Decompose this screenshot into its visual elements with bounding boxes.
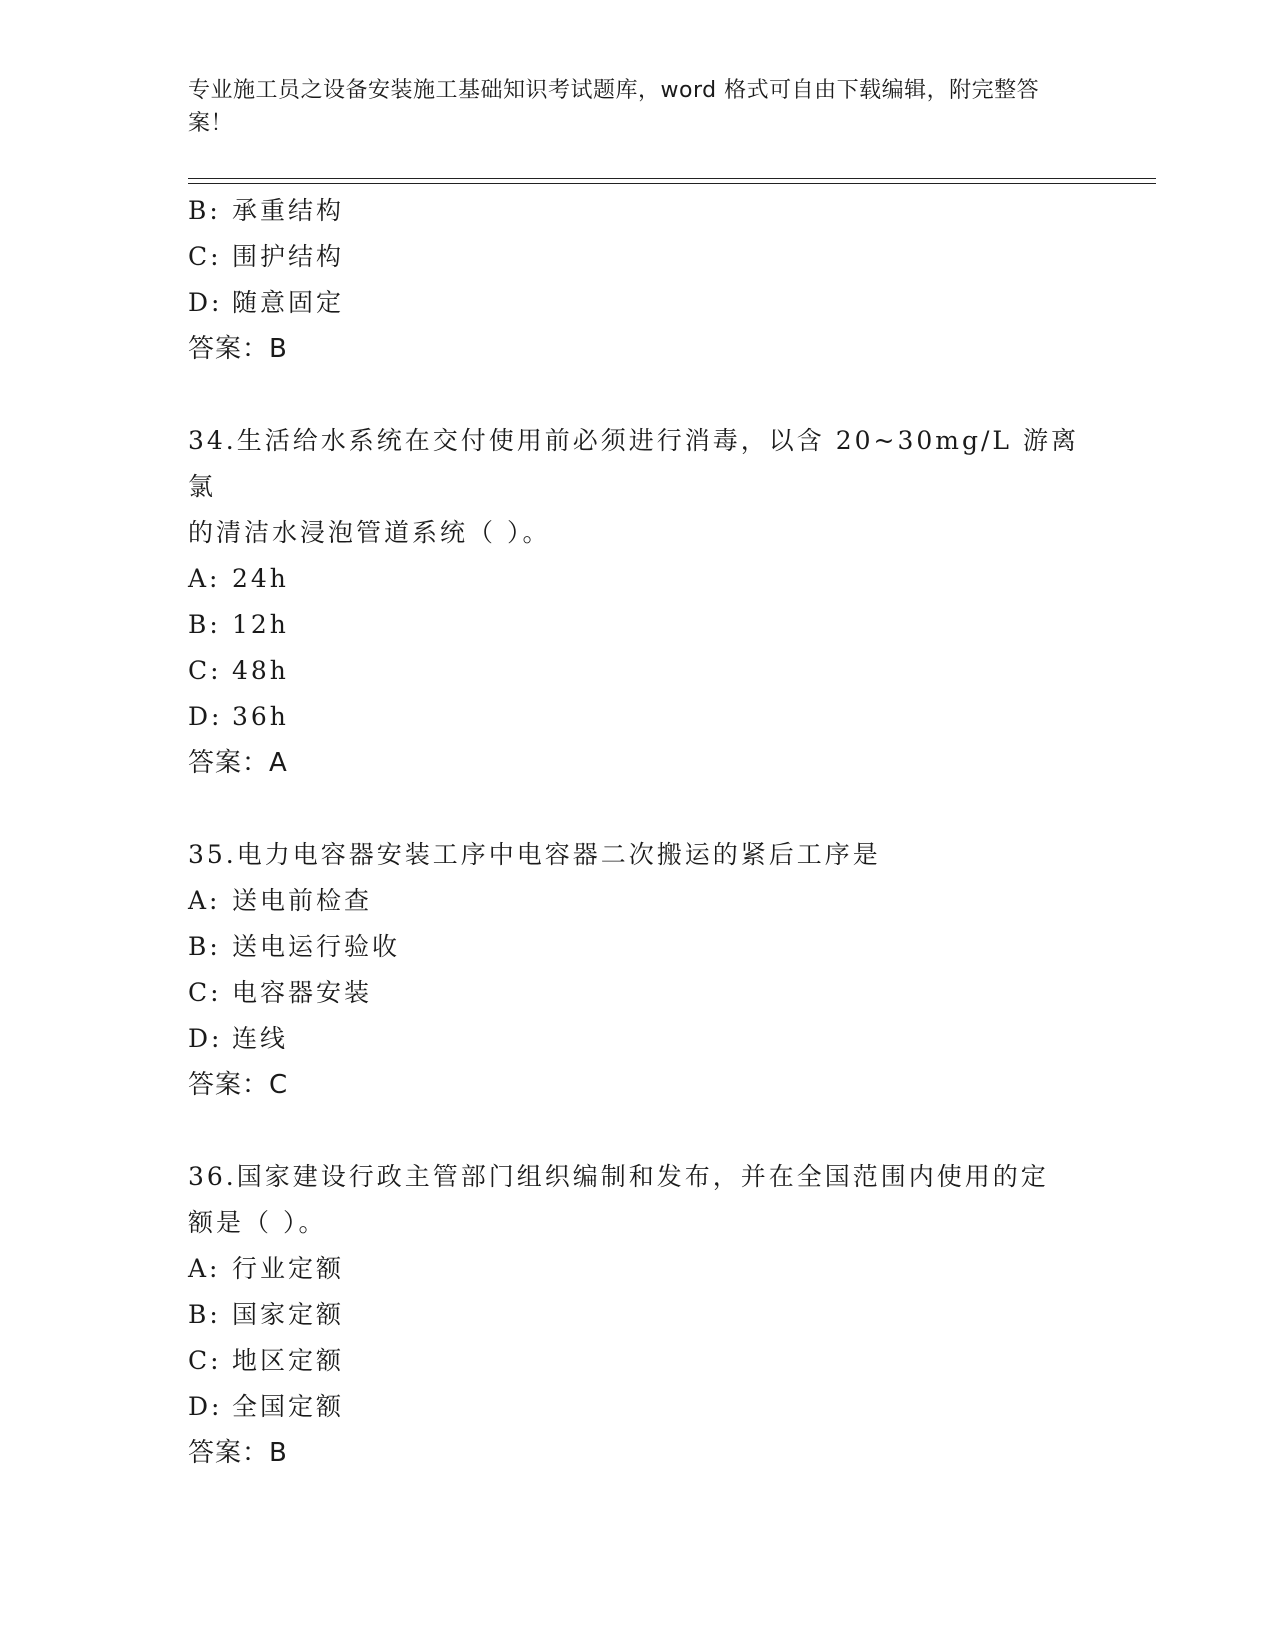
option-b: B: 国家定额 (188, 1300, 345, 1329)
option-a: A: 行业定额 (188, 1254, 345, 1283)
option-b: B: 承重结构 (188, 196, 345, 225)
question-text-line: 35.电力电容器安装工序中电容器二次搬运的紧后工序是 (188, 840, 881, 869)
option-d: D: 36h (188, 702, 289, 731)
spacer (188, 786, 1088, 832)
answer-line: 答案：C (188, 1070, 289, 1100)
option-c: C: 围护结构 (188, 242, 345, 271)
option-c: C: 48h (188, 656, 289, 685)
option-c: C: 地区定额 (188, 1346, 345, 1375)
spacer (188, 1108, 1088, 1154)
option-a: A: 24h (188, 564, 289, 593)
question-text-line: 额是（ ）。 (188, 1208, 327, 1237)
question-34 (188, 418, 1088, 786)
answer-line: 答案：B (188, 1438, 288, 1468)
question-35 (188, 832, 1088, 1108)
spacer (188, 372, 1088, 418)
question-33-continued (188, 188, 1088, 372)
option-c: C: 电容器安装 (188, 978, 373, 1007)
question-text-line: 36.国家建设行政主管部门组织编制和发布，并在全国范围内使用的定 (188, 1162, 1049, 1191)
option-a: A: 送电前检查 (188, 886, 373, 915)
document-body (188, 188, 1088, 1476)
option-d: D: 连线 (188, 1024, 289, 1053)
question-text-line: 的清洁水浸泡管道系统（ ）。 (188, 518, 551, 547)
option-d: D: 全国定额 (188, 1392, 345, 1421)
header-rule-bottom (188, 183, 1156, 184)
answer-line: 答案：A (188, 748, 288, 778)
answer-line: 答案：B (188, 334, 288, 364)
question-36 (188, 1154, 1088, 1476)
document-header: 专业施工员之设备安装施工基础知识考试题库，word 格式可自由下载编辑，附完整答案！ (188, 78, 1040, 136)
header-rule-top (188, 178, 1156, 179)
option-b: B: 12h (188, 610, 289, 639)
option-d: D: 随意固定 (188, 288, 345, 317)
question-text-line: 34.生活给水系统在交付使用前必须进行消毒，以含 20~30mg/L 游离氯 (188, 426, 1079, 501)
option-b: B: 送电运行验收 (188, 932, 401, 961)
